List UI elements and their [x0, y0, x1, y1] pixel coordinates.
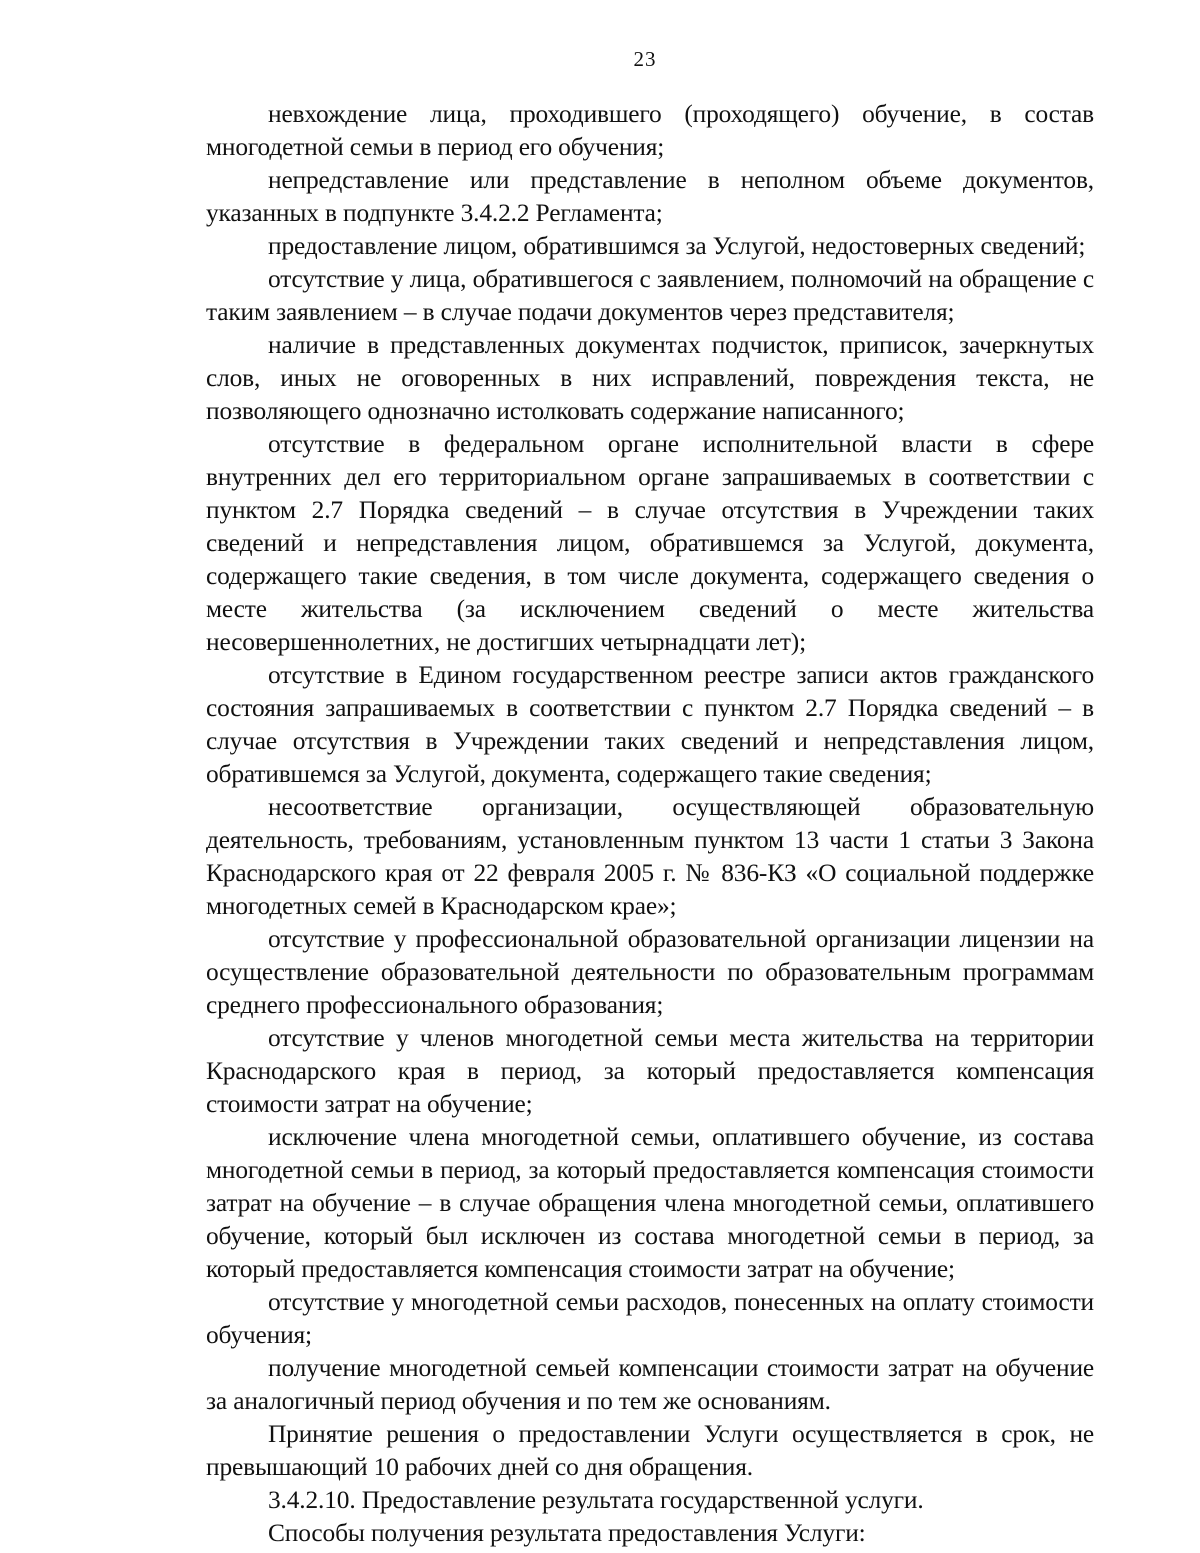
- paragraph: отсутствие в федеральном органе исполнительной власти в сфере внутренних дел его территориальном органе запрашиваемых в соответствии с пунктом 2.7 Порядка сведений – в случае отсутствия в Учреждении таких сведений и непредставления лицом, обратившемся за Услугой, документа, содержащего такие сведения, в том числе документа, содержащего сведения о месте жительства (за исключением сведений о месте жительства несовершеннолетних, не достигших четырнадцати лет);: [206, 430, 1094, 656]
- paragraph: невхождение лица, проходившего (проходящего) обучение, в состав многодетной семьи в период его обучения;: [206, 100, 1094, 161]
- paragraph: получение многодетной семьей компенсации стоимости затрат на обучение за аналогичный период обучения и по тем же основаниям.: [206, 1354, 1094, 1415]
- paragraph: отсутствие у лица, обратившегося с заявлением, полномочий на обращение с таким заявлением – в случае подачи документов через представителя;: [206, 265, 1094, 326]
- paragraph: отсутствие в Едином государственном реестре записи актов гражданского состояния запрашиваемых в соответствии с пунктом 2.7 Порядка сведений – в случае отсутствия в Учреждении таких сведений и непредставления лицом, обратившемся за Услугой, документа, содержащего такие сведения;: [206, 661, 1094, 788]
- page-number: 23: [633, 47, 657, 71]
- paragraph: наличие в представленных документах подчисток, приписок, зачеркнутых слов, иных не оговоренных в них исправлений, повреждения текста, не позволяющего однозначно истолковать содержание написанного;: [206, 331, 1094, 425]
- paragraph: исключение члена многодетной семьи, оплатившего обучение, из состава многодетной семьи в период, за который предоставляется компенсация стоимости затрат на обучение – в случае обращения члена многодетной семьи, оплатившего обучение, который был исключен из состава многодетной семьи в период, за который предоставляется компенсация стоимости затрат на обучение;: [206, 1123, 1094, 1283]
- paragraph: отсутствие у профессиональной образовательной организации лицензии на осуществление образовательной деятельности по образовательным программам среднего профессионального образования;: [206, 925, 1094, 1019]
- document-body: [206, 98, 1094, 1550]
- paragraph: отсутствие у членов многодетной семьи места жительства на территории Краснодарского края в период, за который предоставляется компенсация стоимости затрат на обучение;: [206, 1024, 1094, 1118]
- paragraph: Способы получения результата предоставления Услуги:: [268, 1519, 866, 1547]
- paragraph: отсутствие у многодетной семьи расходов, понесенных на оплату стоимости обучения;: [206, 1288, 1094, 1349]
- paragraph: предоставление лицом, обратившимся за Услугой, недостоверных сведений;: [268, 232, 1086, 260]
- paragraph: Принятие решения о предоставлении Услуги осуществляется в срок, не превышающий 10 рабочих дней со дня обращения.: [206, 1420, 1094, 1481]
- section-heading: 3.4.2.10. Предоставление результата государственной услуги.: [268, 1486, 924, 1514]
- paragraph: несоответствие организации, осуществляющей образовательную деятельность, требованиям, установленным пунктом 13 части 1 статьи 3 Закона Краснодарского края от 22 февраля 2005 г. № 836-КЗ «О социальной поддержке многодетных семей в Краснодарском крае»;: [206, 793, 1094, 920]
- paragraph: непредставление или представление в неполном объеме документов, указанных в подпункте 3.4.2.2 Регламента;: [206, 166, 1094, 227]
